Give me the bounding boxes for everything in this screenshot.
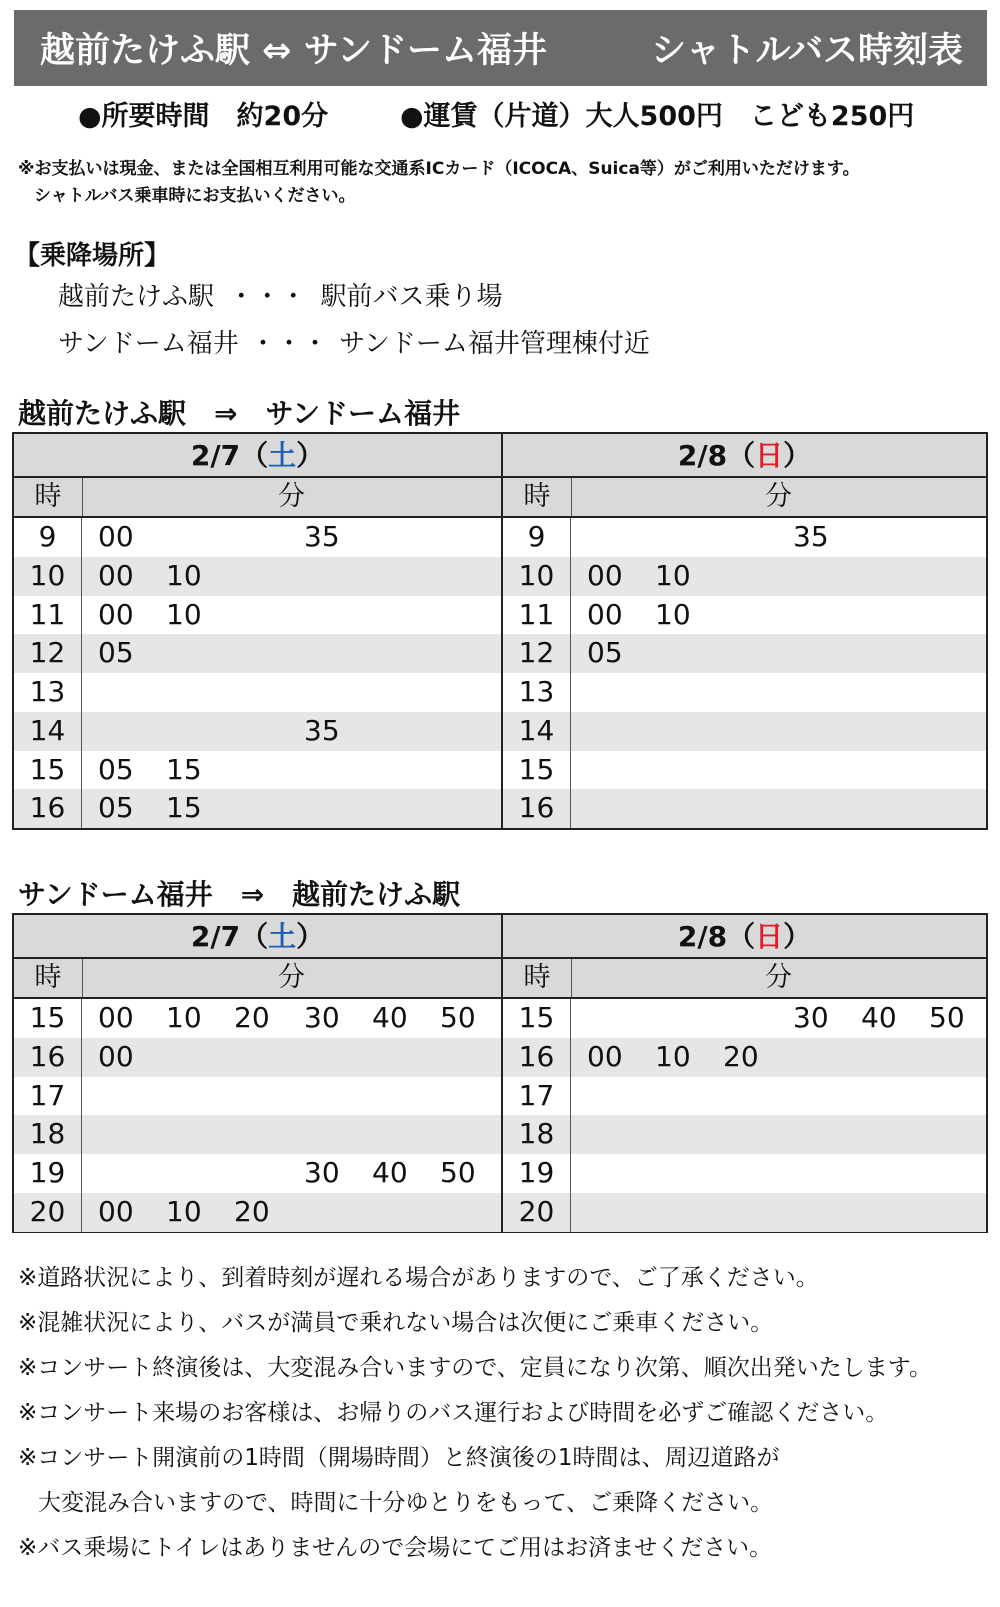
minute-cell: 40: [861, 1001, 897, 1034]
timetable-rows: [14, 999, 501, 1232]
fare-text: ●運賃（片道）大人500円 こども250円: [400, 101, 915, 132]
hour-cell: 19: [14, 1154, 82, 1193]
day-header: [14, 434, 501, 478]
stop-dots: ・・・: [228, 282, 307, 312]
hour-column-header: 時: [503, 959, 572, 997]
note-line: ※バス乗場にトイレはありませんので会場にてご用はお済ませください。: [18, 1535, 773, 1561]
table-row: [503, 518, 986, 557]
minute-cell: 05: [98, 752, 134, 786]
payment-note-line1: ※お支払いは現金、または全国相互利用可能な交通系ICカード（ICOCA、Suica等）がご利用いただけます。: [18, 159, 860, 179]
hour-cell: 15: [503, 999, 571, 1038]
hour-cell: 9: [503, 518, 571, 557]
minute-cell: 50: [929, 1001, 965, 1034]
table-row: [14, 1077, 501, 1116]
minute-cell: 10: [166, 1001, 202, 1034]
note-line: ※道路状況により、到着時刻が遅れる場合がありますので、ご了承ください。: [18, 1265, 819, 1291]
hour-cell: 15: [14, 999, 82, 1038]
duration-text: ●所要時間 約20分: [78, 101, 329, 132]
day-date: 2/7: [190, 439, 241, 472]
minute-cell: 05: [98, 791, 134, 825]
minute-cell: 20: [723, 1039, 759, 1073]
minute-cell: 10: [166, 597, 202, 631]
hour-column-header: 時: [503, 478, 572, 516]
hour-cell: 11: [503, 596, 571, 635]
day-date: 2/7: [190, 920, 241, 953]
timetable-day-sat: [14, 434, 503, 828]
timetable-rows: [503, 518, 986, 828]
table-row: [503, 1115, 986, 1154]
table-row: [14, 1193, 501, 1232]
minute-cell: 35: [304, 713, 340, 747]
minute-cell: 10: [166, 558, 202, 592]
table-row: [503, 673, 986, 712]
table-row: [503, 634, 986, 673]
timetable-rows: [14, 518, 501, 828]
minute-cell: 00: [98, 558, 134, 592]
stop-place: 越前たけふ駅: [58, 282, 215, 312]
minute-cell: 50: [440, 1156, 476, 1189]
stop-item: [58, 276, 503, 313]
table-row: [503, 1193, 986, 1232]
day-weekday: 土: [268, 439, 297, 472]
hour-cell: 14: [14, 712, 82, 751]
minute-cell: 15: [166, 791, 202, 825]
note-line: ※混雑状況により、バスが満員で乗れない場合は次便にご乗車ください。: [18, 1310, 774, 1336]
day-paren-open: （: [727, 920, 756, 953]
day-paren-close: ）: [296, 920, 325, 953]
hour-cell: 17: [14, 1077, 82, 1116]
day-weekday: 土: [268, 920, 297, 953]
minute-cell: 30: [304, 1156, 340, 1189]
hour-cell: 14: [503, 712, 571, 751]
table-row: [14, 789, 501, 828]
day-header: [503, 915, 986, 959]
hour-cell: 13: [503, 673, 571, 712]
section-title-outbound: 越前たけふ駅 ⇒ サンドーム福井: [18, 397, 461, 430]
timetable-return: [12, 913, 988, 1233]
minute-cell: 30: [793, 1001, 829, 1034]
day-date: 2/8: [677, 439, 728, 472]
minute-cell: 35: [793, 520, 829, 553]
column-header: [503, 959, 986, 999]
minute-cell: 00: [98, 520, 134, 553]
day-date: 2/8: [677, 920, 728, 953]
hour-cell: 10: [503, 557, 571, 596]
day-paren-open: （: [727, 439, 756, 472]
hour-cell: 20: [14, 1193, 82, 1232]
minute-column-header: 分: [278, 481, 305, 512]
stop-dots: ・・・: [249, 329, 328, 359]
hour-cell: 17: [503, 1077, 571, 1116]
note-line: ※コンサート来場のお客様は、お帰りのバス運行および時間を必ずご確認ください。: [18, 1400, 889, 1426]
column-header: [503, 478, 986, 518]
minute-column-header: 分: [765, 481, 792, 512]
table-row: [14, 557, 501, 596]
day-paren-close: ）: [783, 439, 812, 472]
minute-cell: 30: [304, 1001, 340, 1034]
hour-cell: 16: [503, 789, 571, 828]
minute-cell: 10: [655, 1039, 691, 1073]
hour-column-header: 時: [14, 959, 83, 997]
minute-cell: 10: [655, 597, 691, 631]
hour-cell: 16: [14, 1038, 82, 1077]
summary: [0, 88, 1000, 136]
table-row: [503, 1038, 986, 1077]
day-paren-open: （: [240, 920, 269, 953]
payment-note-line2: シャトルバス乗車時にお支払いください。: [34, 186, 356, 206]
minute-cell: 00: [587, 597, 623, 631]
column-header: [14, 478, 501, 518]
title-bar: [14, 10, 987, 86]
table-row: [503, 789, 986, 828]
day-paren-close: ）: [783, 920, 812, 953]
minute-cell: 00: [587, 558, 623, 592]
hour-cell: 11: [14, 596, 82, 635]
timetable-day-sat: [14, 915, 503, 1231]
minute-cell: 10: [655, 558, 691, 592]
minute-cell: 50: [440, 1001, 476, 1034]
day-weekday: 日: [755, 920, 784, 953]
minute-cell: 00: [98, 1001, 134, 1034]
table-row: [14, 596, 501, 635]
table-row: [503, 1154, 986, 1193]
table-row: [503, 1077, 986, 1116]
section-title-return: サンドーム福井 ⇒ 越前たけふ駅: [18, 878, 461, 911]
minute-cell: 35: [304, 520, 340, 553]
bottom-notes: [18, 1258, 932, 1573]
minute-cell: 20: [234, 1194, 270, 1228]
stop-item: [58, 323, 650, 360]
column-header: [14, 959, 501, 999]
note-line: ※コンサート終演後は、大変混み合いますので、定員になり次第、順次出発いたします。: [18, 1355, 932, 1381]
note-line: ※コンサート開演前の1時間（開場時間）と終演後の1時間は、周辺道路が: [18, 1445, 780, 1471]
hour-cell: 18: [14, 1115, 82, 1154]
table-row: [503, 557, 986, 596]
table-row: [14, 751, 501, 790]
timetable-outbound: [12, 432, 988, 830]
stop-place: サンドーム福井: [58, 329, 239, 359]
table-row: [14, 634, 501, 673]
minute-cell: 10: [166, 1194, 202, 1228]
table-row: [503, 712, 986, 751]
hour-cell: 12: [503, 634, 571, 673]
table-row: [14, 518, 501, 557]
hour-cell: 20: [503, 1193, 571, 1232]
hour-cell: 19: [503, 1154, 571, 1193]
minute-cell: 00: [98, 1194, 134, 1228]
minute-cell: 40: [372, 1156, 408, 1189]
timetable-day-sun: [503, 915, 986, 1231]
minute-cell: 00: [587, 1039, 623, 1073]
timetable-day-sun: [503, 434, 986, 828]
table-row: [503, 999, 986, 1038]
table-row: [14, 673, 501, 712]
day-paren-open: （: [240, 439, 269, 472]
minute-column-header: 分: [278, 962, 305, 993]
day-paren-close: ）: [296, 439, 325, 472]
title-route: 越前たけふ駅 ⇔ サンドーム福井: [40, 31, 547, 71]
hour-cell: 15: [14, 751, 82, 790]
hour-cell: 9: [14, 518, 82, 557]
hour-cell: 10: [14, 557, 82, 596]
hour-cell: 18: [503, 1115, 571, 1154]
day-header: [14, 915, 501, 959]
table-row: [14, 999, 501, 1038]
minute-column-header: 分: [765, 962, 792, 993]
table-row: [14, 712, 501, 751]
stops-heading: 【乗降場所】: [14, 241, 171, 271]
table-row: [14, 1154, 501, 1193]
table-row: [14, 1038, 501, 1077]
table-row: [503, 751, 986, 790]
minute-cell: 05: [587, 636, 623, 670]
hour-cell: 16: [503, 1038, 571, 1077]
hour-cell: 16: [14, 789, 82, 828]
minute-cell: 20: [234, 1001, 270, 1034]
minute-cell: 00: [98, 1039, 134, 1073]
hour-column-header: 時: [14, 478, 83, 516]
stop-detail: サンドーム福井管理棟付近: [339, 329, 650, 359]
minute-cell: 40: [372, 1001, 408, 1034]
title-label: シャトルバス時刻表: [651, 31, 963, 71]
hour-cell: 15: [503, 751, 571, 790]
note-line: 大変混み合いますので、時間に十分ゆとりをもって、ご乗降ください。: [38, 1490, 774, 1516]
day-header: [503, 434, 986, 478]
minute-cell: 15: [166, 752, 202, 786]
minute-cell: 05: [98, 636, 134, 670]
table-row: [14, 1115, 501, 1154]
table-row: [503, 596, 986, 635]
hour-cell: 12: [14, 634, 82, 673]
hour-cell: 13: [14, 673, 82, 712]
day-weekday: 日: [755, 439, 784, 472]
minute-cell: 00: [98, 597, 134, 631]
payment-note: [18, 156, 860, 210]
timetable-rows: [503, 999, 986, 1232]
stop-detail: 駅前バス乗り場: [320, 282, 503, 312]
